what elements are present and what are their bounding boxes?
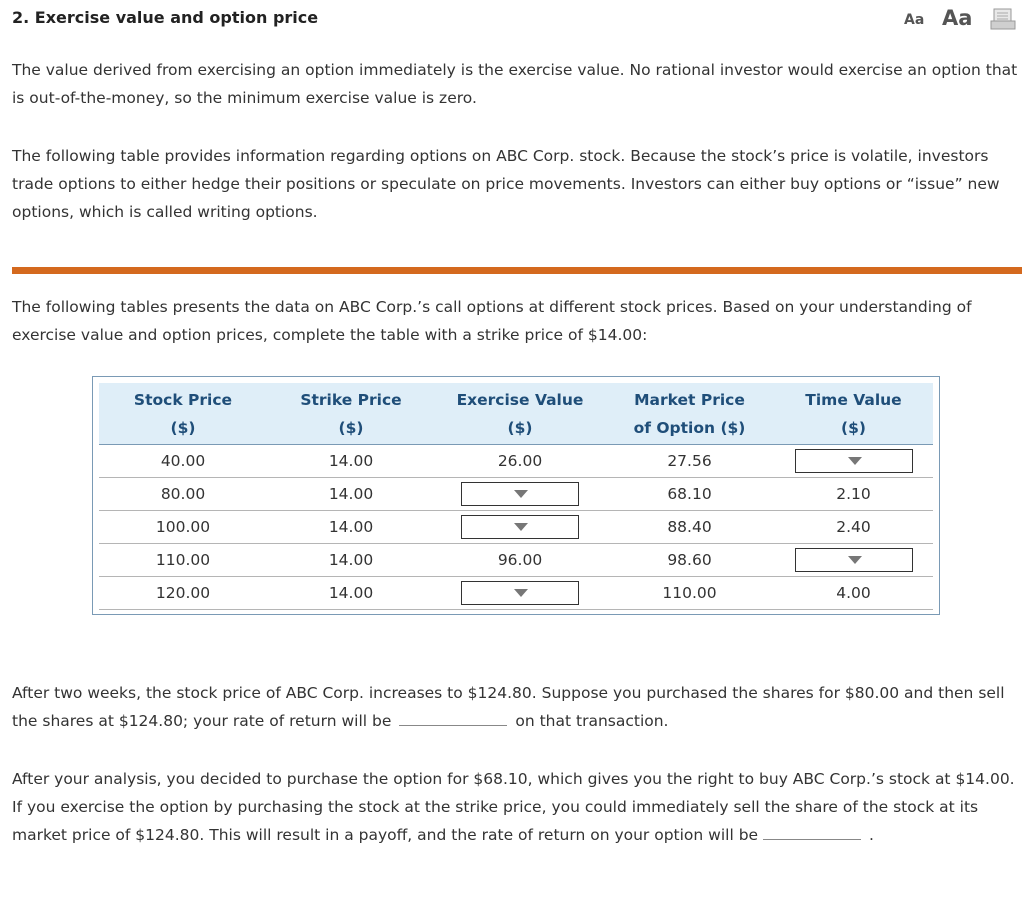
chevron-down-icon — [514, 589, 528, 597]
column-header — [99, 383, 267, 445]
rate-of-return-option-input[interactable] — [763, 821, 861, 840]
chevron-down-icon — [848, 556, 862, 564]
intro-paragraph-1: The value derived from exercising an option immediately is the exercise value. No rational investor would exercise an option that is out-of-the-money, so the minimum exercise value is zero. — [12, 61, 1018, 107]
column-header-line1: Strike Price — [300, 390, 402, 409]
exercise-value-dropdown[interactable] — [461, 515, 579, 539]
strike-cell: 14.00 — [267, 577, 435, 610]
question-2 — [12, 765, 1022, 849]
options-table — [99, 383, 933, 610]
market-cell: 68.10 — [605, 478, 774, 511]
column-header-line2: of Option ($) — [633, 418, 746, 437]
exercise-value-dropdown[interactable] — [461, 482, 579, 506]
table-row — [99, 478, 933, 511]
question-1-text: After two weeks, the stock price of ABC Corp. increases to $124.80. Suppose you purchased the shares for $80.00 and then sell the shares at $124.80; your rate of return will be — [12, 684, 1005, 730]
time-cell: 2.10 — [774, 478, 933, 511]
chevron-down-icon — [514, 490, 528, 498]
column-header — [267, 383, 435, 445]
stock-cell: 40.00 — [99, 445, 267, 478]
strike-cell: 14.00 — [267, 478, 435, 511]
stock-cell: 120.00 — [99, 577, 267, 610]
exercise-cell — [435, 577, 605, 610]
stock-cell: 80.00 — [99, 478, 267, 511]
table-row — [99, 511, 933, 544]
stock-cell: 110.00 — [99, 544, 267, 577]
column-header-line1: Market Price — [634, 390, 745, 409]
time-cell: 4.00 — [774, 577, 933, 610]
column-header — [605, 383, 774, 445]
market-cell: 98.60 — [605, 544, 774, 577]
time-value-dropdown[interactable] — [795, 548, 913, 572]
strike-cell: 14.00 — [267, 544, 435, 577]
column-header-line2: ($) — [338, 418, 364, 437]
increase-font-button[interactable]: Aa — [942, 6, 973, 30]
table-row — [99, 445, 933, 478]
exercise-cell: 96.00 — [435, 544, 605, 577]
column-header — [435, 383, 605, 445]
time-cell — [774, 544, 933, 577]
column-header-line1: Exercise Value — [456, 390, 584, 409]
column-header-line2: ($) — [841, 418, 866, 437]
stock-cell: 100.00 — [99, 511, 267, 544]
time-value-dropdown[interactable] — [795, 449, 913, 473]
time-cell — [774, 445, 933, 478]
question-2-text: After your analysis, you decided to purchase the option for $68.10, which gives you the right to buy ABC Corp.’s stock at $14.00. If you exercise the option by purchasing the stock at the strike price, you could immediately sell the share of the stock at its market price of $124.80. This will result in a payoff, and the rate of return on your option will be — [12, 770, 1015, 844]
options-table-container — [92, 376, 940, 615]
exercise-cell — [435, 478, 605, 511]
table-instructions: The following tables presents the data on ABC Corp.’s call options at different stock prices. Based on your understanding of exercise value and option prices, complete the table with a strike price of $14.00: — [12, 298, 972, 344]
market-cell: 88.40 — [605, 511, 774, 544]
column-header-line2: ($) — [170, 418, 196, 437]
page-title: 2. Exercise value and option price — [12, 8, 319, 27]
table-row — [99, 544, 933, 577]
market-cell: 27.56 — [605, 445, 774, 478]
table-row — [99, 577, 933, 610]
rate-of-return-stock-input[interactable] — [399, 707, 507, 726]
exercise-cell — [435, 511, 605, 544]
print-icon[interactable] — [990, 8, 1016, 30]
section-divider — [12, 267, 1022, 274]
chevron-down-icon — [848, 457, 862, 465]
time-cell: 2.40 — [774, 511, 933, 544]
question-2-suffix: . — [869, 826, 874, 844]
strike-cell: 14.00 — [267, 445, 435, 478]
chevron-down-icon — [514, 523, 528, 531]
strike-cell: 14.00 — [267, 511, 435, 544]
column-header-line2: ($) — [507, 418, 533, 437]
column-header-line1: Time Value — [805, 390, 902, 409]
decrease-font-button[interactable]: Aa — [904, 12, 925, 28]
exercise-cell: 26.00 — [435, 445, 605, 478]
market-cell: 110.00 — [605, 577, 774, 610]
intro-paragraph-2: The following table provides information regarding options on ABC Corp. stock. Because the stock’s price is volatile, investors trade options to either hedge their positions or speculate on price movements. Investors can either buy options or “issue” new options, which is called writing options. — [12, 147, 1000, 221]
question-1-suffix: on that transaction. — [515, 712, 669, 730]
question-1 — [12, 679, 1017, 735]
column-header-line1: Stock Price — [133, 390, 233, 409]
exercise-value-dropdown[interactable] — [461, 581, 579, 605]
column-header — [774, 383, 933, 445]
